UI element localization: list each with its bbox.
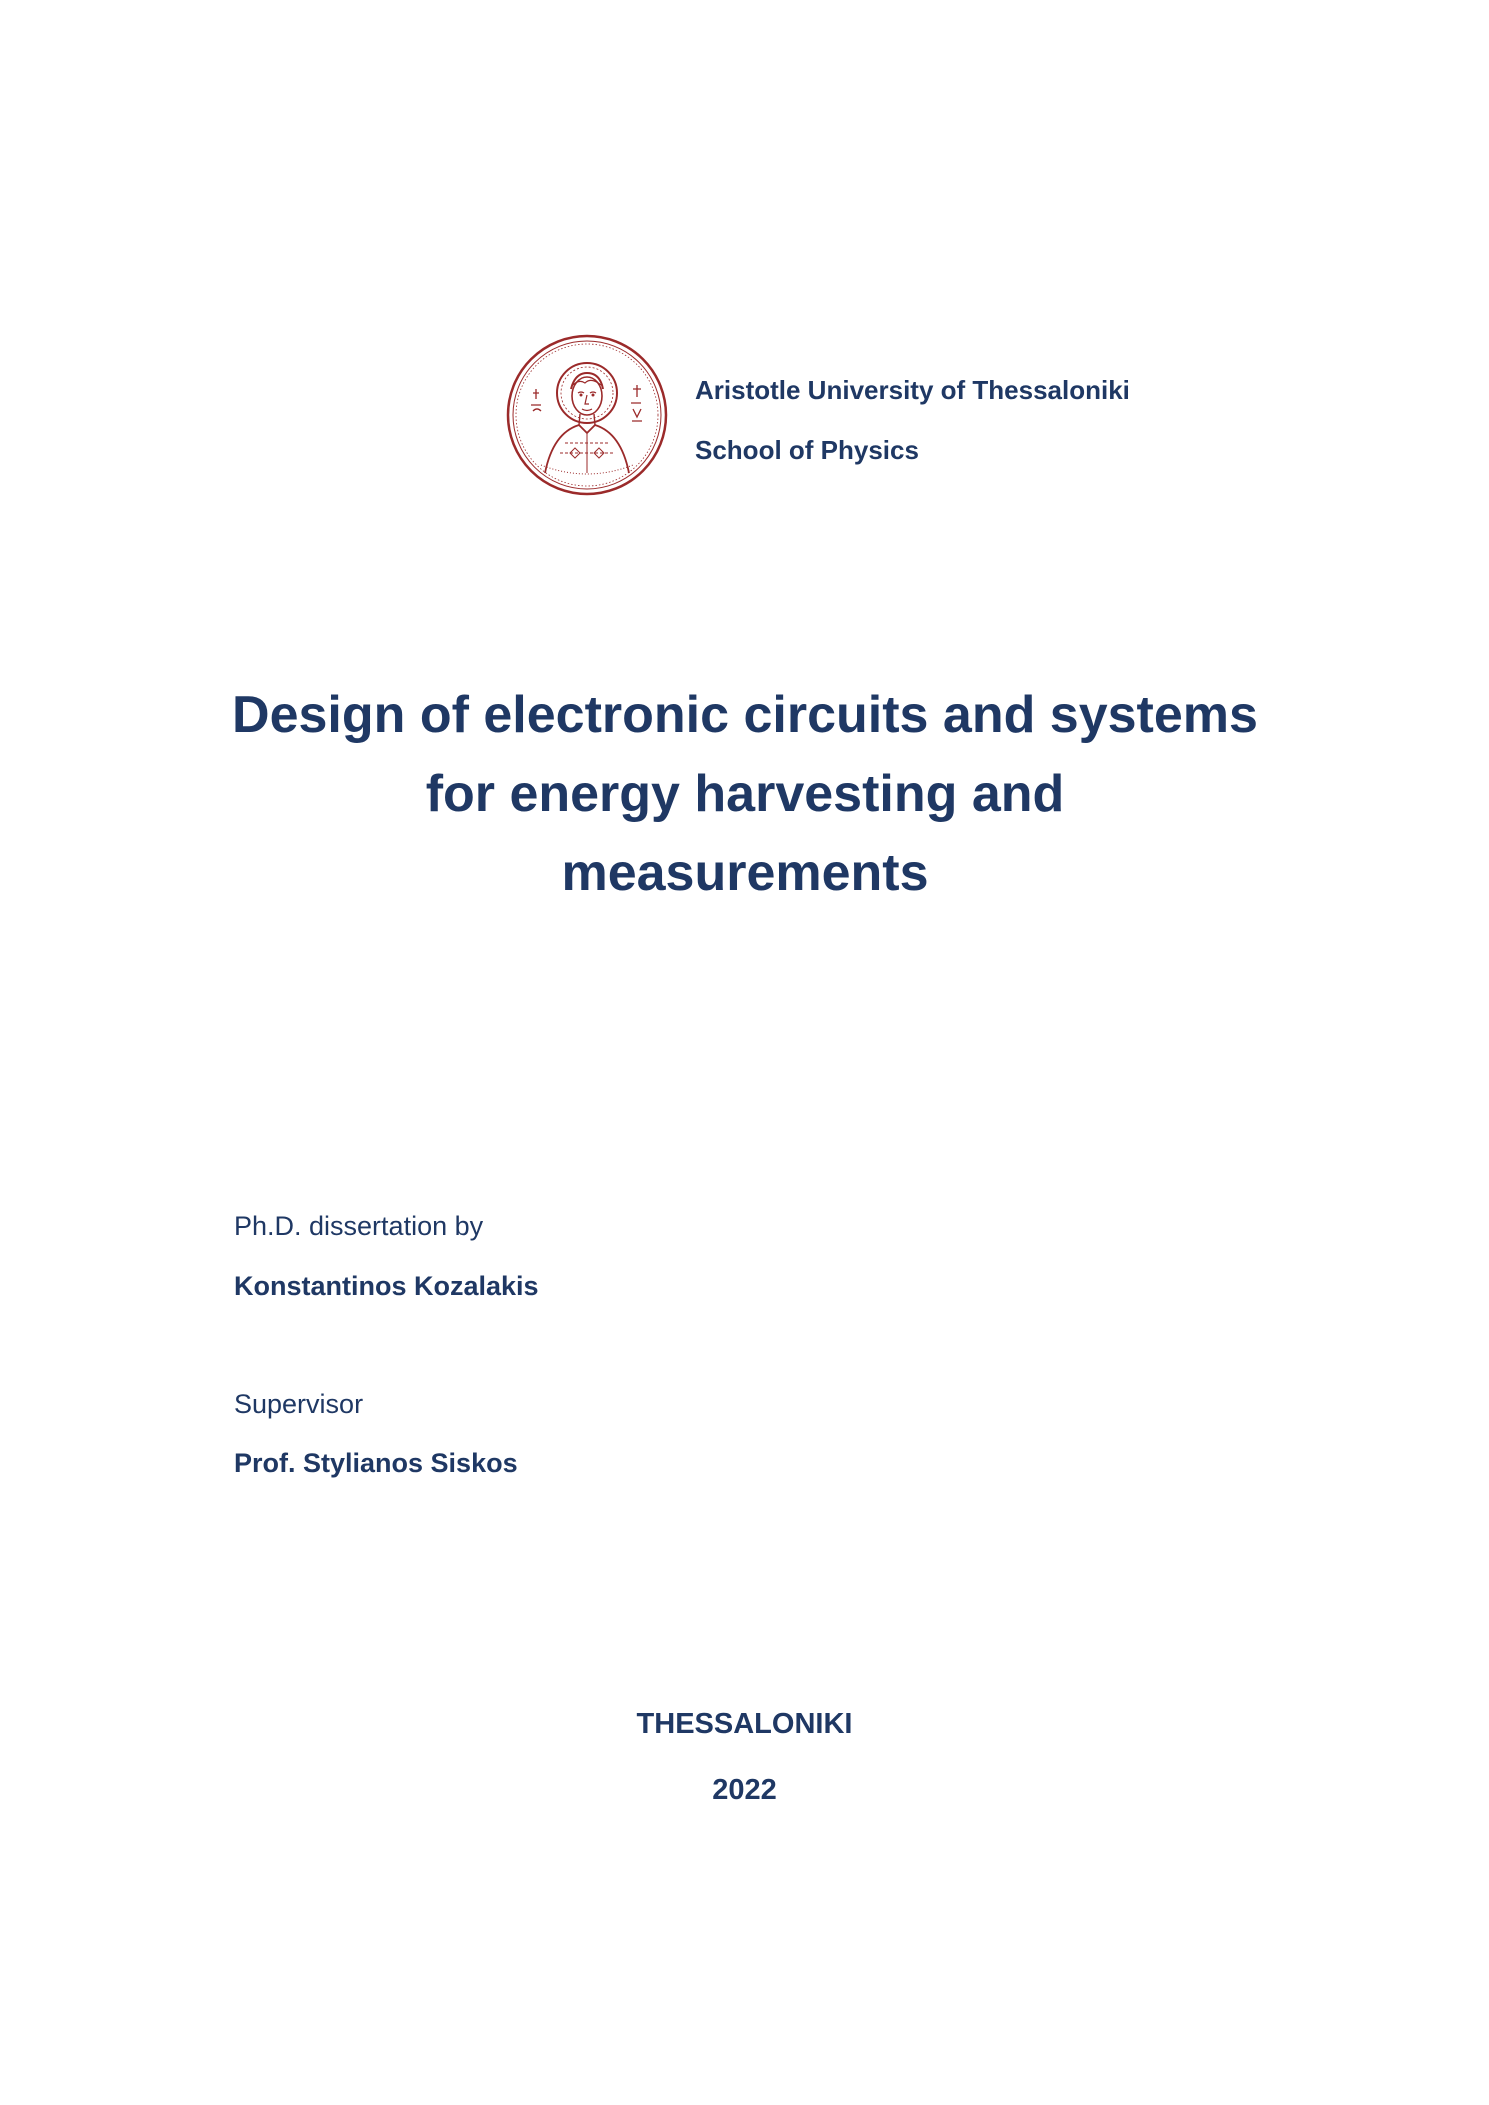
year: 2022 [712, 1774, 777, 1806]
title-line-1: Design of electronic circuits and systems [232, 686, 1258, 744]
author-name: Konstantinos Kozalakis [234, 1271, 539, 1301]
city: THESSALONIKI [636, 1708, 853, 1740]
dissertation-title [150, 676, 1340, 913]
author-label: Ph.D. dissertation by [234, 1211, 484, 1241]
institution-header [505, 330, 1205, 500]
university-seal-icon [505, 333, 669, 497]
supervisor-label: Supervisor [234, 1389, 364, 1419]
supervisor-name: Prof. Stylianos Siskos [234, 1448, 518, 1478]
title-line-3: measurements [561, 844, 929, 902]
title-line-2: for energy harvesting and [425, 765, 1065, 823]
institution-text [695, 360, 1130, 480]
university-name: Aristotle University of Thessaloniki [695, 375, 1130, 405]
school-name: School of Physics [695, 435, 919, 465]
